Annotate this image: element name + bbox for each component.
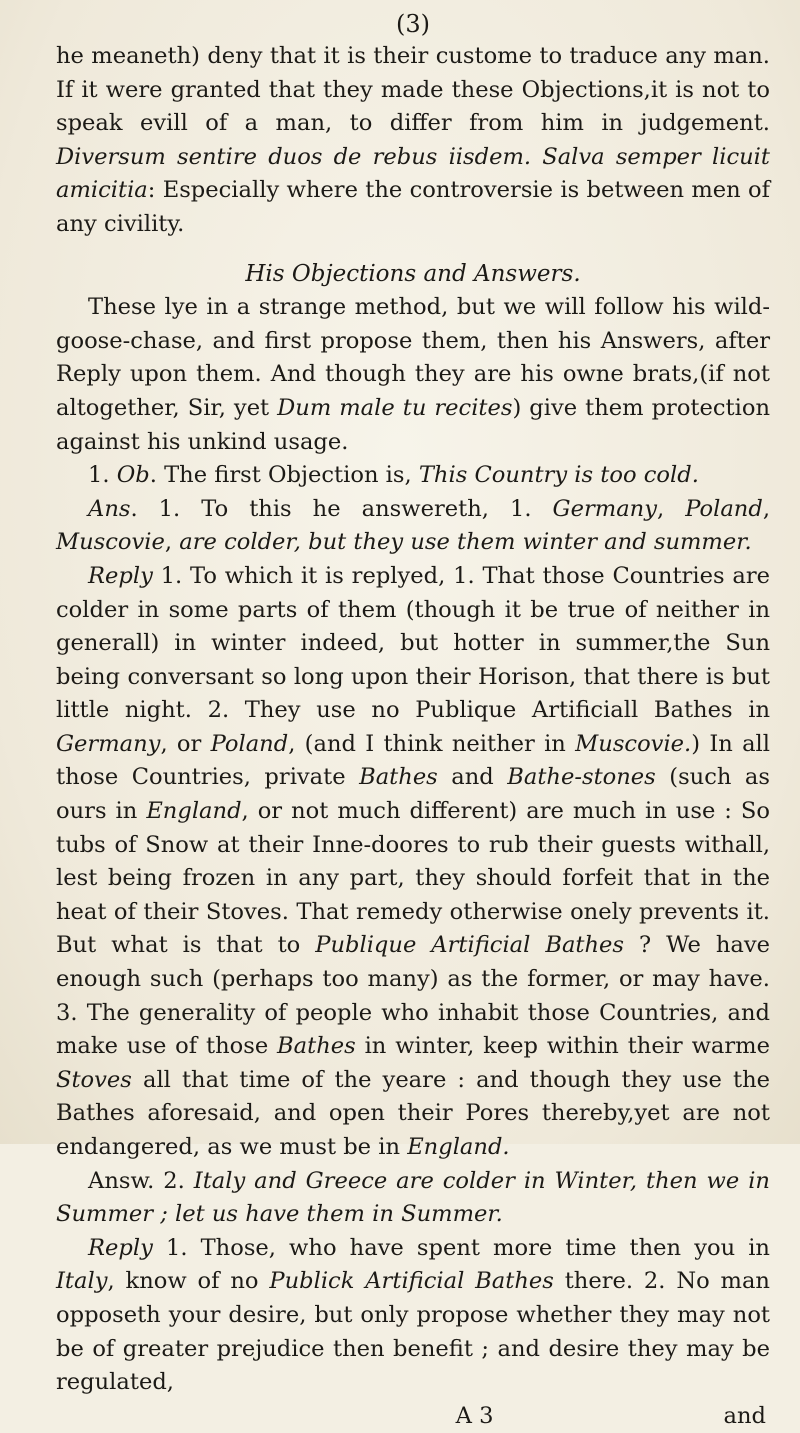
signature-line [56,1400,770,1433]
text-run: Stoves [56,1066,132,1093]
text-run: Reply [88,1234,153,1261]
text-run: Publick Artificial Bathes [269,1268,554,1295]
text-run: , [656,495,686,522]
text-run: . 1. To this he answereth, 1. [130,495,553,522]
text-run: Muscovie [56,529,165,556]
text-run: Publique Artificial Bathes [315,932,625,959]
objection-1 [56,459,770,493]
text-run: England. [407,1134,510,1160]
signature-mark: A 3 [455,1402,494,1429]
answer-2 [56,1165,770,1232]
text-run: These lye in a strange method, but we will follow his wild-goose-chase, and first propose them, then his Answers, after Reply upon them. And though they are his owne brats,(if not altogether, Sir, yet [56,294,770,421]
text-run: Muscovie. [575,730,692,757]
reply-1 [56,560,770,1165]
body-text [56,40,770,1400]
text-run: Italy and Greece are colder in Winter, then we in Summer ; let us have them in Summer. [56,1167,770,1228]
text-run: Bathes [277,1033,356,1060]
text-run: , [164,529,180,556]
page-number: (3) [396,10,430,38]
text-run: Reply [88,562,153,589]
text-run: Ans [88,495,131,522]
answer-1 [56,493,770,560]
text-run: , or [160,730,211,757]
text-run: Bathe-stones [507,764,656,791]
text-run: Italy [56,1268,108,1295]
text-run: Germany [552,495,657,522]
reply-2 [56,1232,770,1400]
text-run: : Especially where the controversie is between men of any civility. [56,177,770,237]
text-run: This Country is too cold. [418,462,699,489]
text-run: he meaneth) deny that it is their custome to traduce any man. If it were granted that they made these Objections,it is not to speak evill of a man, to differ from him in judgement. [56,43,770,137]
text-run: England [146,798,242,825]
text-run: , know of no [107,1268,270,1295]
text-run: all that time of the yeare : and though they use the Bathes aforesaid, and open their Pores thereby,yet are not endangered, as we must be in [56,1066,770,1160]
section-heading: His Objections and Answers. [245,260,581,287]
text-run: 1. [88,462,117,489]
text-run: . The first Objection is, [149,462,419,489]
text-run: (such as ours in [56,764,770,825]
text-run: Dum male tu recites [277,394,513,421]
text-run: Ob [116,462,150,489]
text-run: ) In all those Countries, private [56,730,771,791]
text-run: Answ. 2. [88,1167,194,1194]
text-run: Diversum sentire duos de rebus iisdem. Salva semper licuit amicitia [56,143,770,204]
opening-paragraph [56,40,770,242]
text-run: Poland [210,730,289,757]
catchword: and [723,1402,766,1429]
text-run: in winter, keep within their warme [355,1033,770,1060]
intro-paragraph [56,291,770,459]
text-run: Poland [685,495,763,522]
text-run: 1. Those, who have spent more time then you in [152,1234,770,1261]
text-run: ) give them protection against his unkind usage. [56,394,770,455]
text-run: 1. To which it is replyed, 1. That those Countries are colder in some parts of them (though it be true of neither in generall) in winter indeed, but hotter in summer,the Sun being conversant so long upon their Horison, that there is but little night. 2. They use no Publique Artificiall Bathes in [56,562,770,724]
text-run: are colder, but they use them winter and summer. [179,529,752,556]
text-run: Bathes [359,764,438,791]
text-run: and [437,764,508,791]
text-run: Germany [56,730,161,757]
text-run: , [762,495,770,522]
text-run: , or not much different) are much in use : So tubs of Snow at their Inne-doores to rub their guests withall, lest being frozen in any part, they should forfeit that in the heat of their Stoves. That remedy otherwise onely prevents it. But what is that to [56,798,770,959]
text-run: there. 2. No man opposeth your desire, but only propose whether they may not be of greater prejudice then benefit ; and desire they may be regulated, [56,1268,770,1396]
text-run: ? We have enough such (perhaps too many) as the former, or may have. 3. The generality of people who inhabit those Countries, and make use of those [56,932,770,1060]
text-run: , (and I think neither in [288,730,576,757]
